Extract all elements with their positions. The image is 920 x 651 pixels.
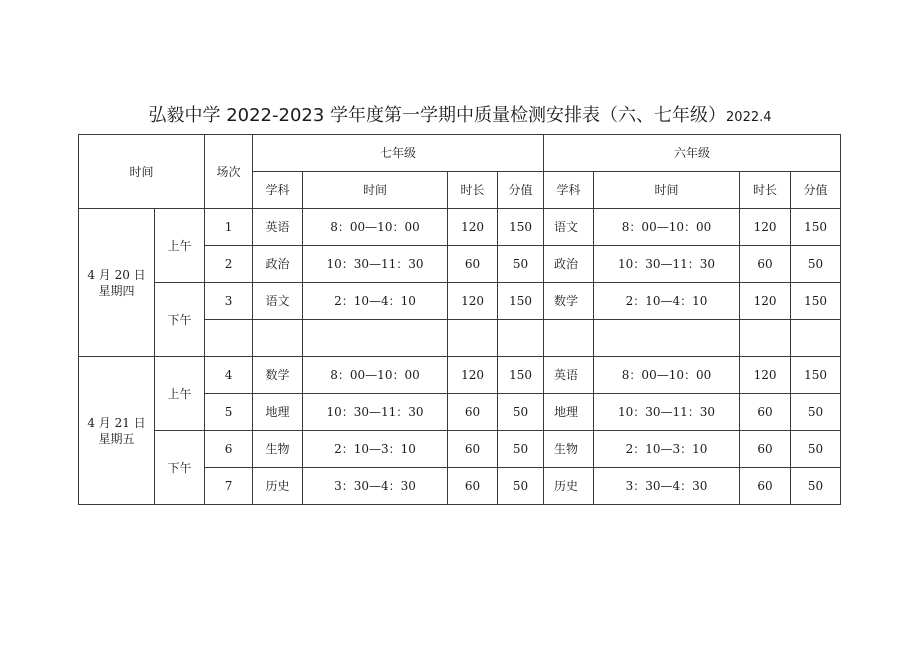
header-g7-time: 时间	[303, 172, 448, 209]
g7-duration: 60	[448, 431, 498, 468]
g7-duration	[448, 320, 498, 357]
g7-subject: 历史	[253, 468, 303, 505]
period-afternoon: 下午	[155, 283, 205, 357]
session-cell	[205, 320, 253, 357]
g7-duration: 60	[448, 246, 498, 283]
header-g6-subject: 学科	[544, 172, 594, 209]
g6-time: 8：00—10：00	[594, 209, 740, 246]
g7-score	[498, 320, 544, 357]
header-g7-score: 分值	[498, 172, 544, 209]
g6-subject: 地理	[544, 394, 594, 431]
table-header-row	[79, 135, 841, 172]
g6-duration: 120	[740, 209, 791, 246]
g7-score: 50	[498, 431, 544, 468]
g6-subject: 英语	[544, 357, 594, 394]
g6-subject: 数学	[544, 283, 594, 320]
header-g7-subject: 学科	[253, 172, 303, 209]
g6-time: 2：10—3：10	[594, 431, 740, 468]
g7-time: 10：30—11：30	[303, 394, 448, 431]
g7-score: 50	[498, 468, 544, 505]
title-main: 弘毅中学 2022-2023 学年度第一学期中质量检测安排表（六、七年级）	[148, 105, 727, 126]
header-g6-score: 分值	[791, 172, 841, 209]
g7-subject: 数学	[253, 357, 303, 394]
g7-time	[303, 320, 448, 357]
g6-score: 50	[791, 431, 841, 468]
g7-duration: 60	[448, 394, 498, 431]
session-cell: 1	[205, 209, 253, 246]
table-row	[79, 357, 841, 394]
g6-subject: 语文	[544, 209, 594, 246]
g6-subject: 历史	[544, 468, 594, 505]
g6-duration: 120	[740, 283, 791, 320]
g6-duration: 60	[740, 468, 791, 505]
session-cell: 5	[205, 394, 253, 431]
g7-subject	[253, 320, 303, 357]
g6-subject: 政治	[544, 246, 594, 283]
g7-time: 2：10—3：10	[303, 431, 448, 468]
g6-duration	[740, 320, 791, 357]
date-cell: 4 月 21 日星期五	[79, 357, 155, 505]
g7-score: 150	[498, 357, 544, 394]
g6-time: 8：00—10：00	[594, 357, 740, 394]
page-title	[0, 104, 920, 130]
g7-duration: 120	[448, 357, 498, 394]
g6-time: 10：30—11：30	[594, 246, 740, 283]
header-time: 时间	[79, 135, 205, 209]
g7-duration: 120	[448, 209, 498, 246]
g6-score: 150	[791, 283, 841, 320]
g6-subject: 生物	[544, 431, 594, 468]
g6-duration: 60	[740, 394, 791, 431]
header-g7-duration: 时长	[448, 172, 498, 209]
table-row	[79, 283, 841, 320]
g7-score: 50	[498, 394, 544, 431]
g7-subject: 英语	[253, 209, 303, 246]
g6-time: 3：30—4：30	[594, 468, 740, 505]
date-cell: 4 月 20 日星期四	[79, 209, 155, 357]
g6-score: 150	[791, 209, 841, 246]
g7-score: 50	[498, 246, 544, 283]
table-row	[79, 431, 841, 468]
header-g6-duration: 时长	[740, 172, 791, 209]
g7-duration: 60	[448, 468, 498, 505]
g6-duration: 60	[740, 431, 791, 468]
g6-score: 50	[791, 394, 841, 431]
g6-time	[594, 320, 740, 357]
g7-subject: 语文	[253, 283, 303, 320]
header-grade7: 七年级	[253, 135, 544, 172]
g6-subject	[544, 320, 594, 357]
g6-score	[791, 320, 841, 357]
g7-score: 150	[498, 283, 544, 320]
exam-schedule-table	[78, 134, 841, 505]
g7-subject: 政治	[253, 246, 303, 283]
period-morning: 上午	[155, 209, 205, 283]
g7-subject: 生物	[253, 431, 303, 468]
period-afternoon: 下午	[155, 431, 205, 505]
header-grade6: 六年级	[544, 135, 841, 172]
header-g6-time: 时间	[594, 172, 740, 209]
g7-time: 2：10—4：10	[303, 283, 448, 320]
g7-time: 8：00—10：00	[303, 209, 448, 246]
g6-duration: 120	[740, 357, 791, 394]
g6-duration: 60	[740, 246, 791, 283]
session-cell: 7	[205, 468, 253, 505]
g6-score: 50	[791, 468, 841, 505]
header-session: 场次	[205, 135, 253, 209]
session-cell: 3	[205, 283, 253, 320]
title-date: 2022.4	[726, 110, 772, 125]
session-cell: 6	[205, 431, 253, 468]
g7-score: 150	[498, 209, 544, 246]
table-row	[79, 209, 841, 246]
g6-score: 50	[791, 246, 841, 283]
g6-time: 2：10—4：10	[594, 283, 740, 320]
g6-score: 150	[791, 357, 841, 394]
g6-time: 10：30—11：30	[594, 394, 740, 431]
period-morning: 上午	[155, 357, 205, 431]
g7-time: 3：30—4：30	[303, 468, 448, 505]
session-cell: 2	[205, 246, 253, 283]
g7-duration: 120	[448, 283, 498, 320]
g7-time: 10：30—11：30	[303, 246, 448, 283]
g7-time: 8：00—10：00	[303, 357, 448, 394]
session-cell: 4	[205, 357, 253, 394]
g7-subject: 地理	[253, 394, 303, 431]
